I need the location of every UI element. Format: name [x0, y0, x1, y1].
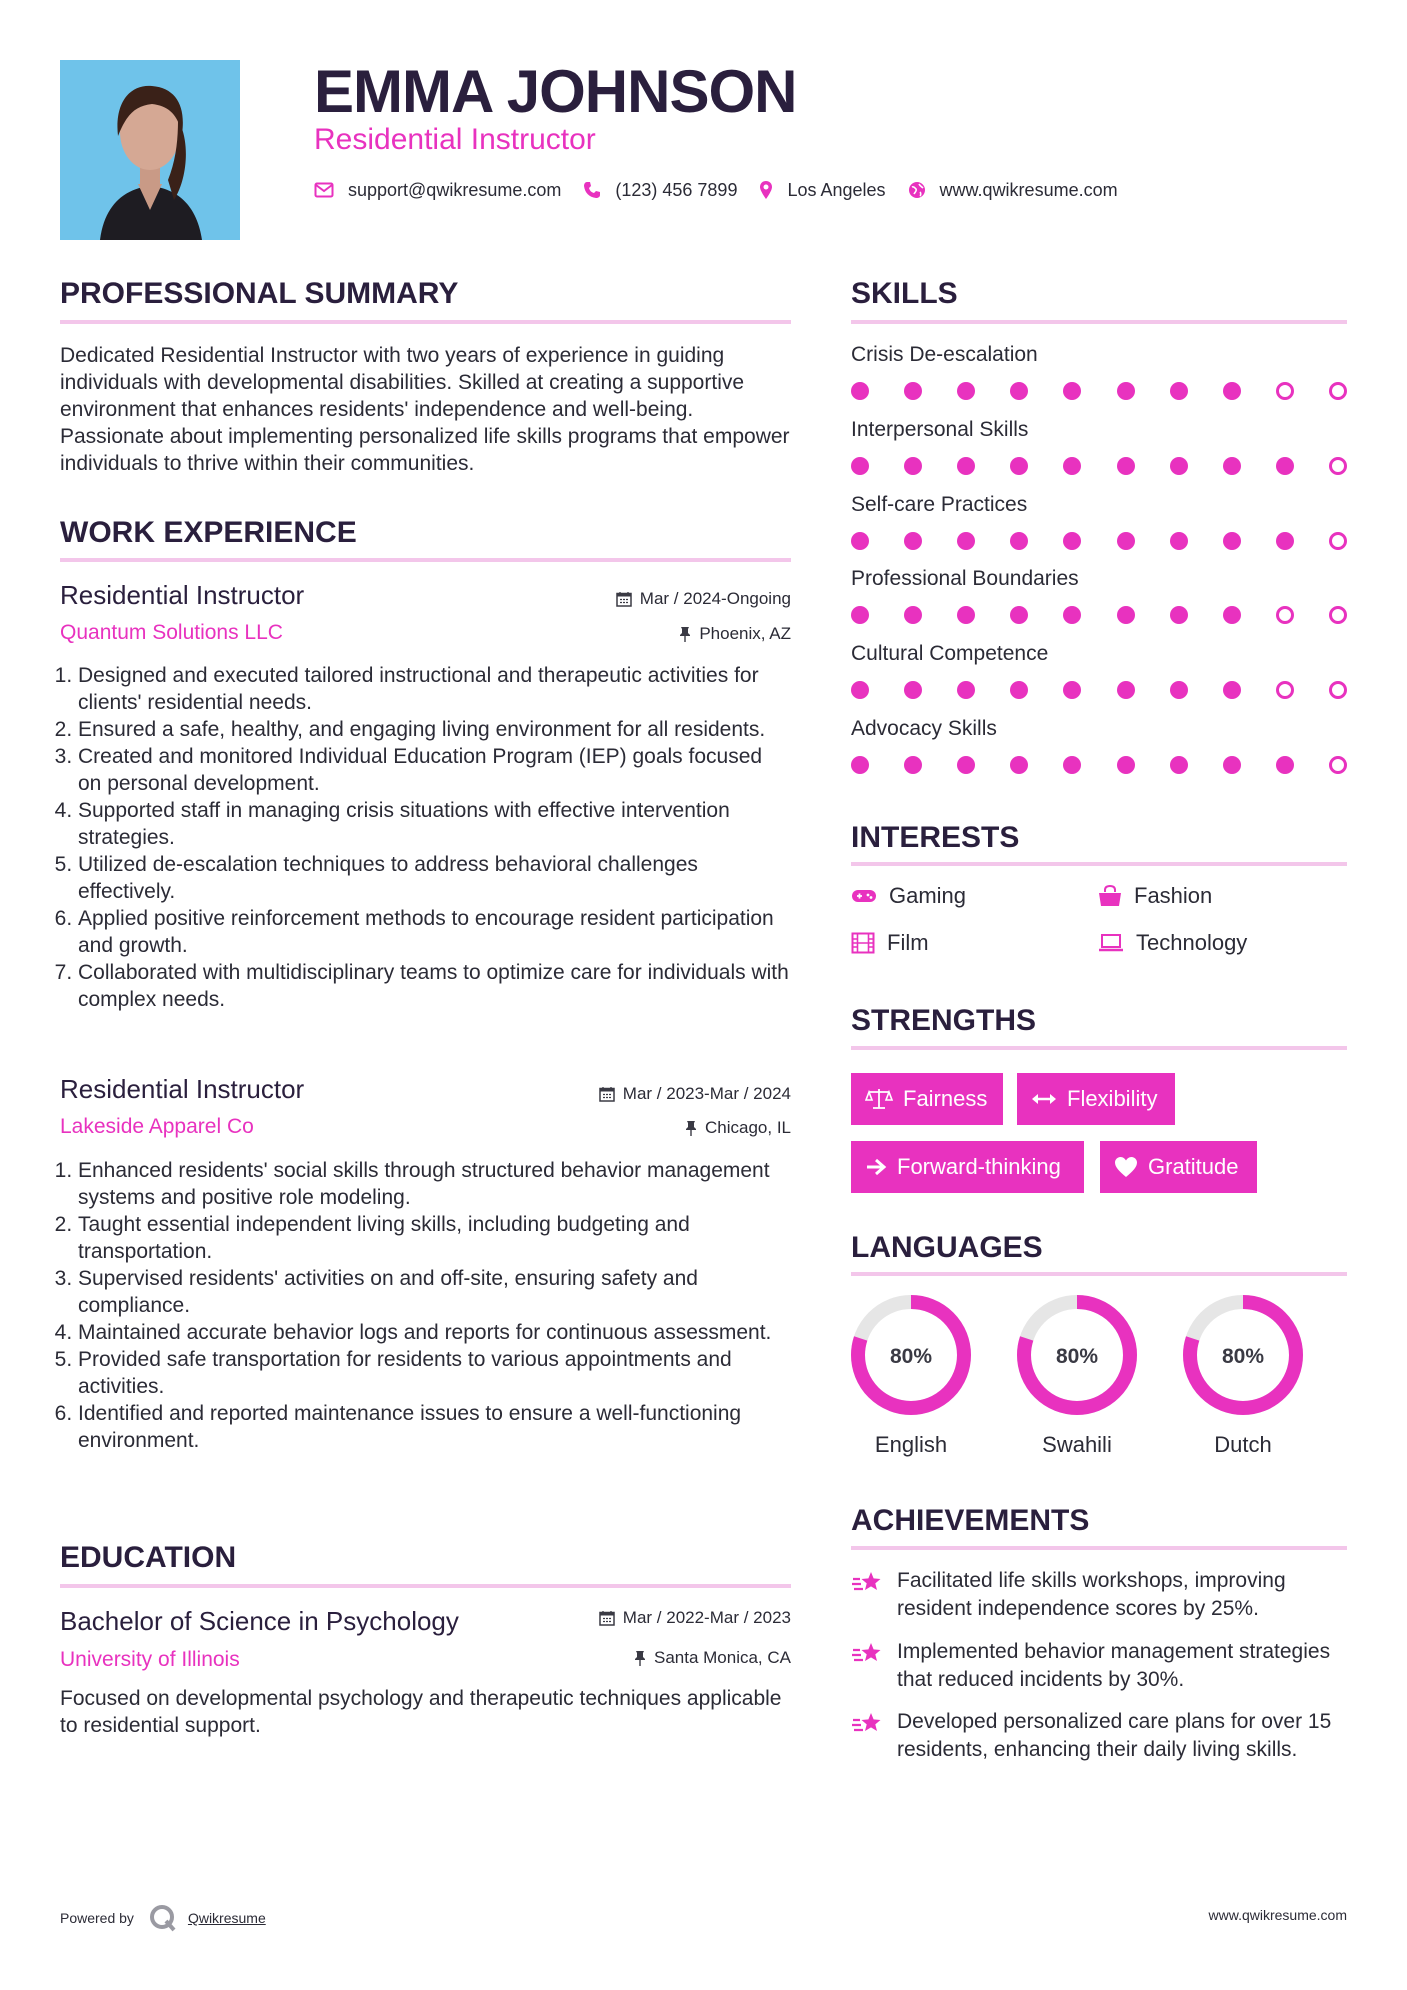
- rating-dot-filled: [1117, 681, 1135, 699]
- strength-label: Flexibility: [1067, 1086, 1158, 1111]
- interests-heading: INTERESTS: [851, 821, 1020, 854]
- gamepad-icon: [851, 888, 877, 904]
- rating-dot-filled: [1117, 532, 1135, 550]
- interest-label: Technology: [1136, 930, 1248, 955]
- interest-label: Gaming: [889, 883, 967, 908]
- rating-dot-filled: [851, 756, 869, 774]
- skill-rating: [851, 530, 1347, 552]
- contact-location: [759, 180, 885, 201]
- rating-dot-filled: [1010, 756, 1028, 774]
- rating-dot-filled: [957, 457, 975, 475]
- heart-icon: [1114, 1156, 1138, 1178]
- envelope-icon: [314, 182, 334, 198]
- school-name: University of Illinois: [60, 1648, 240, 1671]
- contact-website[interactable]: [908, 180, 1118, 201]
- interest-gaming: [851, 882, 966, 910]
- strength-label: Gratitude: [1148, 1154, 1239, 1179]
- job-duties-list: [60, 1157, 791, 1454]
- candidate-name: EMMA JOHNSON: [314, 58, 797, 125]
- rating-dot-filled: [1063, 681, 1081, 699]
- rating-dot-empty: [1276, 606, 1294, 624]
- language-item: [1181, 1293, 1305, 1458]
- rating-dot-filled: [1170, 382, 1188, 400]
- rating-dot-filled: [1010, 532, 1028, 550]
- contact-bar: [314, 176, 1140, 204]
- language-progress-ring: [1015, 1293, 1139, 1417]
- language-item: [849, 1293, 973, 1458]
- language-name: English: [874, 1432, 948, 1457]
- rating-dot-filled: [1170, 606, 1188, 624]
- pushpin-icon: [679, 626, 691, 642]
- rating-dot-filled: [851, 457, 869, 475]
- arrow-right-icon: [865, 1157, 887, 1177]
- rating-dot-filled: [957, 681, 975, 699]
- rating-dot-filled: [1117, 382, 1135, 400]
- strength-badge-forward-thinking: [851, 1141, 1084, 1193]
- footer-powered-by: [60, 1903, 266, 1933]
- contact-email[interactable]: [314, 180, 561, 201]
- strength-badge-fairness: [851, 1073, 1003, 1125]
- phone-text: (123) 456 7899: [615, 179, 738, 200]
- rating-dot-empty: [1276, 681, 1294, 699]
- duty-item: 3. Created and monitored Individual Education Program (IEP) goals focused on personal development.: [78, 743, 791, 797]
- interest-film: [851, 929, 929, 957]
- achievement-item: [851, 1638, 1351, 1694]
- rating-dot-filled: [1010, 681, 1028, 699]
- rating-dot-empty: [1329, 457, 1347, 475]
- job-dates-text: Mar / 2024-Ongoing: [639, 589, 791, 608]
- skill-name: Professional Boundaries: [851, 567, 1079, 590]
- rating-dot-filled: [1276, 532, 1294, 550]
- languages-heading: LANGUAGES: [851, 1231, 1043, 1264]
- language-name: Swahili: [1042, 1432, 1112, 1457]
- rating-dot-filled: [904, 756, 922, 774]
- rating-dot-filled: [1063, 457, 1081, 475]
- rating-dot-filled: [1276, 756, 1294, 774]
- achievement-item: [851, 1708, 1351, 1764]
- rating-dot-filled: [957, 606, 975, 624]
- rating-dot-filled: [1010, 606, 1028, 624]
- duty-item: 4. Maintained accurate behavior logs and reports for continuous assessment.: [78, 1319, 791, 1346]
- rating-dot-filled: [1223, 606, 1241, 624]
- skill-rating: [851, 380, 1347, 402]
- skill-name: Self-care Practices: [851, 493, 1028, 516]
- job-duties-list: [60, 662, 791, 1013]
- language-progress-ring: [1181, 1293, 1305, 1417]
- interest-label: Film: [887, 930, 929, 955]
- duty-item: 2. Ensured a safe, healthy, and engaging living environment for all residents.: [78, 716, 791, 743]
- calendar-icon: [616, 591, 632, 607]
- qwikresume-logo-icon: [148, 1903, 178, 1933]
- phone-icon: [583, 181, 601, 199]
- rating-dot-filled: [1010, 457, 1028, 475]
- rating-dot-filled: [1223, 382, 1241, 400]
- laptop-icon: [1098, 933, 1124, 953]
- achievement-text: Developed personalized care plans for over 15 residents, enhancing their daily living skills.: [897, 1710, 1332, 1761]
- footer-website[interactable]: www.qwikresume.com: [1208, 1907, 1347, 1923]
- skill-rating: [851, 679, 1347, 701]
- education-location: [634, 1647, 791, 1669]
- achievement-item: [851, 1567, 1351, 1623]
- achievement-text: Implemented behavior management strategies that reduced incidents by 30%.: [897, 1640, 1331, 1691]
- duty-item: 6. Applied positive reinforcement methods to encourage resident participation and growth.: [78, 905, 791, 959]
- candidate-role: Residential Instructor: [314, 123, 596, 156]
- strengths-heading: STRENGTHS: [851, 1004, 1037, 1037]
- language-percent: 80%: [1221, 1345, 1265, 1368]
- rating-dot-filled: [957, 532, 975, 550]
- rating-dot-filled: [904, 606, 922, 624]
- skill-rating: [851, 754, 1347, 776]
- job-title: Residential Instructor: [60, 1074, 305, 1104]
- duty-item: 6. Identified and reported maintenance issues to ensure a well-functioning environment.: [78, 1400, 791, 1454]
- education-dates: [599, 1607, 791, 1629]
- language-progress-ring: [849, 1293, 973, 1417]
- duty-item: 3. Supervised residents' activities on and off-site, ensuring safety and compliance.: [78, 1265, 791, 1319]
- pushpin-icon: [685, 1120, 697, 1136]
- globe-icon: [908, 181, 926, 199]
- shooting-star-icon: [851, 1640, 883, 1668]
- rating-dot-empty: [1329, 382, 1347, 400]
- rating-dot-empty: [1329, 681, 1347, 699]
- strength-badge-gratitude: [1100, 1141, 1257, 1193]
- rating-dot-filled: [904, 382, 922, 400]
- rating-dot-filled: [1276, 457, 1294, 475]
- rating-dot-filled: [1063, 756, 1081, 774]
- degree-title: Bachelor of Science in Psychology: [60, 1606, 459, 1636]
- shooting-star-icon: [851, 1710, 883, 1738]
- experience-divider: [60, 558, 791, 562]
- job-dates-text: Mar / 2023-Mar / 2024: [622, 1084, 791, 1103]
- balance-scale-icon: [865, 1087, 893, 1111]
- skills-divider: [851, 320, 1347, 324]
- interest-technology: [1098, 929, 1247, 957]
- strengths-divider: [851, 1046, 1347, 1050]
- profile-photo: [60, 60, 240, 240]
- education-description: Focused on developmental psychology and therapeutic techniques applicable to residential support.: [60, 1687, 782, 1737]
- skill-rating: [851, 604, 1347, 626]
- achievements-divider: [851, 1546, 1347, 1550]
- skills-heading: SKILLS: [851, 277, 958, 310]
- duty-item: 2. Taught essential independent living skills, including budgeting and transportation.: [78, 1211, 791, 1265]
- duty-item: 1. Designed and executed tailored instructional and therapeutic activities for clients' residential needs.: [78, 662, 791, 716]
- rating-dot-filled: [1223, 457, 1241, 475]
- strength-label: Fairness: [903, 1086, 988, 1111]
- language-name: Dutch: [1214, 1432, 1272, 1457]
- arrows-horizontal-icon: [1031, 1092, 1057, 1106]
- film-icon: [851, 932, 875, 954]
- brand-link[interactable]: Qwikresume: [187, 1910, 266, 1926]
- rating-dot-filled: [1223, 756, 1241, 774]
- duty-item: 1. Enhanced residents' social skills through structured behavior management systems and positive role modeling.: [78, 1157, 791, 1211]
- job-company: Quantum Solutions LLC: [60, 621, 283, 644]
- location-text: Los Angeles: [787, 179, 886, 200]
- rating-dot-filled: [904, 457, 922, 475]
- contact-phone[interactable]: [583, 180, 737, 201]
- summary-text: Dedicated Residential Instructor with two years of experience in guiding individuals with developmental disabilities. Skilled at creating a supportive environment that enhances residents' independence and well-being. Passionate about implementing personalized life skills programs that empower individuals to thrive within their communities.: [60, 344, 790, 475]
- rating-dot-filled: [851, 532, 869, 550]
- rating-dot-filled: [957, 756, 975, 774]
- map-pin-icon: [759, 180, 773, 200]
- rating-dot-empty: [1276, 382, 1294, 400]
- rating-dot-filled: [904, 681, 922, 699]
- skill-name: Interpersonal Skills: [851, 418, 1029, 441]
- rating-dot-filled: [1223, 681, 1241, 699]
- rating-dot-empty: [1329, 606, 1347, 624]
- job-company: Lakeside Apparel Co: [60, 1115, 254, 1138]
- rating-dot-filled: [1223, 532, 1241, 550]
- skill-name: Crisis De-escalation: [851, 343, 1038, 366]
- job-title: Residential Instructor: [60, 580, 305, 610]
- job-location: [679, 623, 791, 645]
- education-divider: [60, 1584, 791, 1588]
- skill-name: Advocacy Skills: [851, 717, 997, 740]
- rating-dot-empty: [1329, 532, 1347, 550]
- summary-heading: PROFESSIONAL SUMMARY: [60, 277, 459, 310]
- job-dates: [616, 588, 791, 610]
- job-location-text: Phoenix, AZ: [699, 624, 791, 643]
- rating-dot-filled: [1170, 532, 1188, 550]
- skill-name: Cultural Competence: [851, 642, 1049, 665]
- rating-dot-filled: [1117, 457, 1135, 475]
- language-item: [1015, 1293, 1139, 1458]
- rating-dot-filled: [904, 532, 922, 550]
- achievements-heading: ACHIEVEMENTS: [851, 1504, 1090, 1537]
- duty-item: 4. Supported staff in managing crisis situations with effective intervention strategies.: [78, 797, 791, 851]
- duty-item: 5. Utilized de-escalation techniques to address behavioral challenges effectively.: [78, 851, 791, 905]
- language-percent: 80%: [889, 1345, 933, 1368]
- rating-dot-filled: [1063, 382, 1081, 400]
- rating-dot-filled: [1170, 457, 1188, 475]
- job-location: [685, 1117, 791, 1139]
- summary-divider: [60, 320, 791, 324]
- education-location-text: Santa Monica, CA: [653, 1648, 791, 1667]
- calendar-icon: [599, 1610, 615, 1626]
- pushpin-icon: [634, 1650, 646, 1666]
- rating-dot-filled: [851, 606, 869, 624]
- shooting-star-icon: [851, 1569, 883, 1597]
- interests-divider: [851, 862, 1347, 866]
- rating-dot-filled: [1117, 606, 1135, 624]
- strength-label: Forward-thinking: [897, 1154, 1061, 1179]
- duty-item: 7. Collaborated with multidisciplinary teams to optimize care for individuals with complex needs.: [78, 959, 791, 1013]
- experience-heading: WORK EXPERIENCE: [60, 516, 357, 549]
- interest-fashion: [1098, 882, 1212, 910]
- strength-badge-flexibility: [1017, 1073, 1175, 1125]
- rating-dot-filled: [1010, 382, 1028, 400]
- achievement-text: Facilitated life skills workshops, improving resident independence scores by 25%.: [897, 1569, 1286, 1620]
- calendar-icon: [599, 1086, 615, 1102]
- duty-item: 5. Provided safe transportation for residents to various appointments and activities.: [78, 1346, 791, 1400]
- languages-divider: [851, 1272, 1347, 1276]
- powered-by-text: Powered by: [60, 1910, 134, 1926]
- education-heading: EDUCATION: [60, 1541, 237, 1574]
- job-location-text: Chicago, IL: [705, 1118, 791, 1137]
- website-text: www.qwikresume.com: [939, 179, 1118, 200]
- interest-label: Fashion: [1134, 883, 1213, 908]
- rating-dot-filled: [851, 382, 869, 400]
- shopping-bag-icon: [1098, 885, 1122, 907]
- rating-dot-filled: [851, 681, 869, 699]
- rating-dot-filled: [1170, 756, 1188, 774]
- job-dates: [599, 1083, 791, 1105]
- rating-dot-filled: [1063, 532, 1081, 550]
- skill-rating: [851, 455, 1347, 477]
- rating-dot-filled: [1170, 681, 1188, 699]
- rating-dot-filled: [1117, 756, 1135, 774]
- rating-dot-filled: [1063, 606, 1081, 624]
- rating-dot-empty: [1329, 756, 1347, 774]
- language-percent: 80%: [1055, 1345, 1099, 1368]
- education-dates-text: Mar / 2022-Mar / 2023: [622, 1608, 791, 1627]
- rating-dot-filled: [957, 382, 975, 400]
- email-text: support@qwikresume.com: [348, 179, 562, 200]
